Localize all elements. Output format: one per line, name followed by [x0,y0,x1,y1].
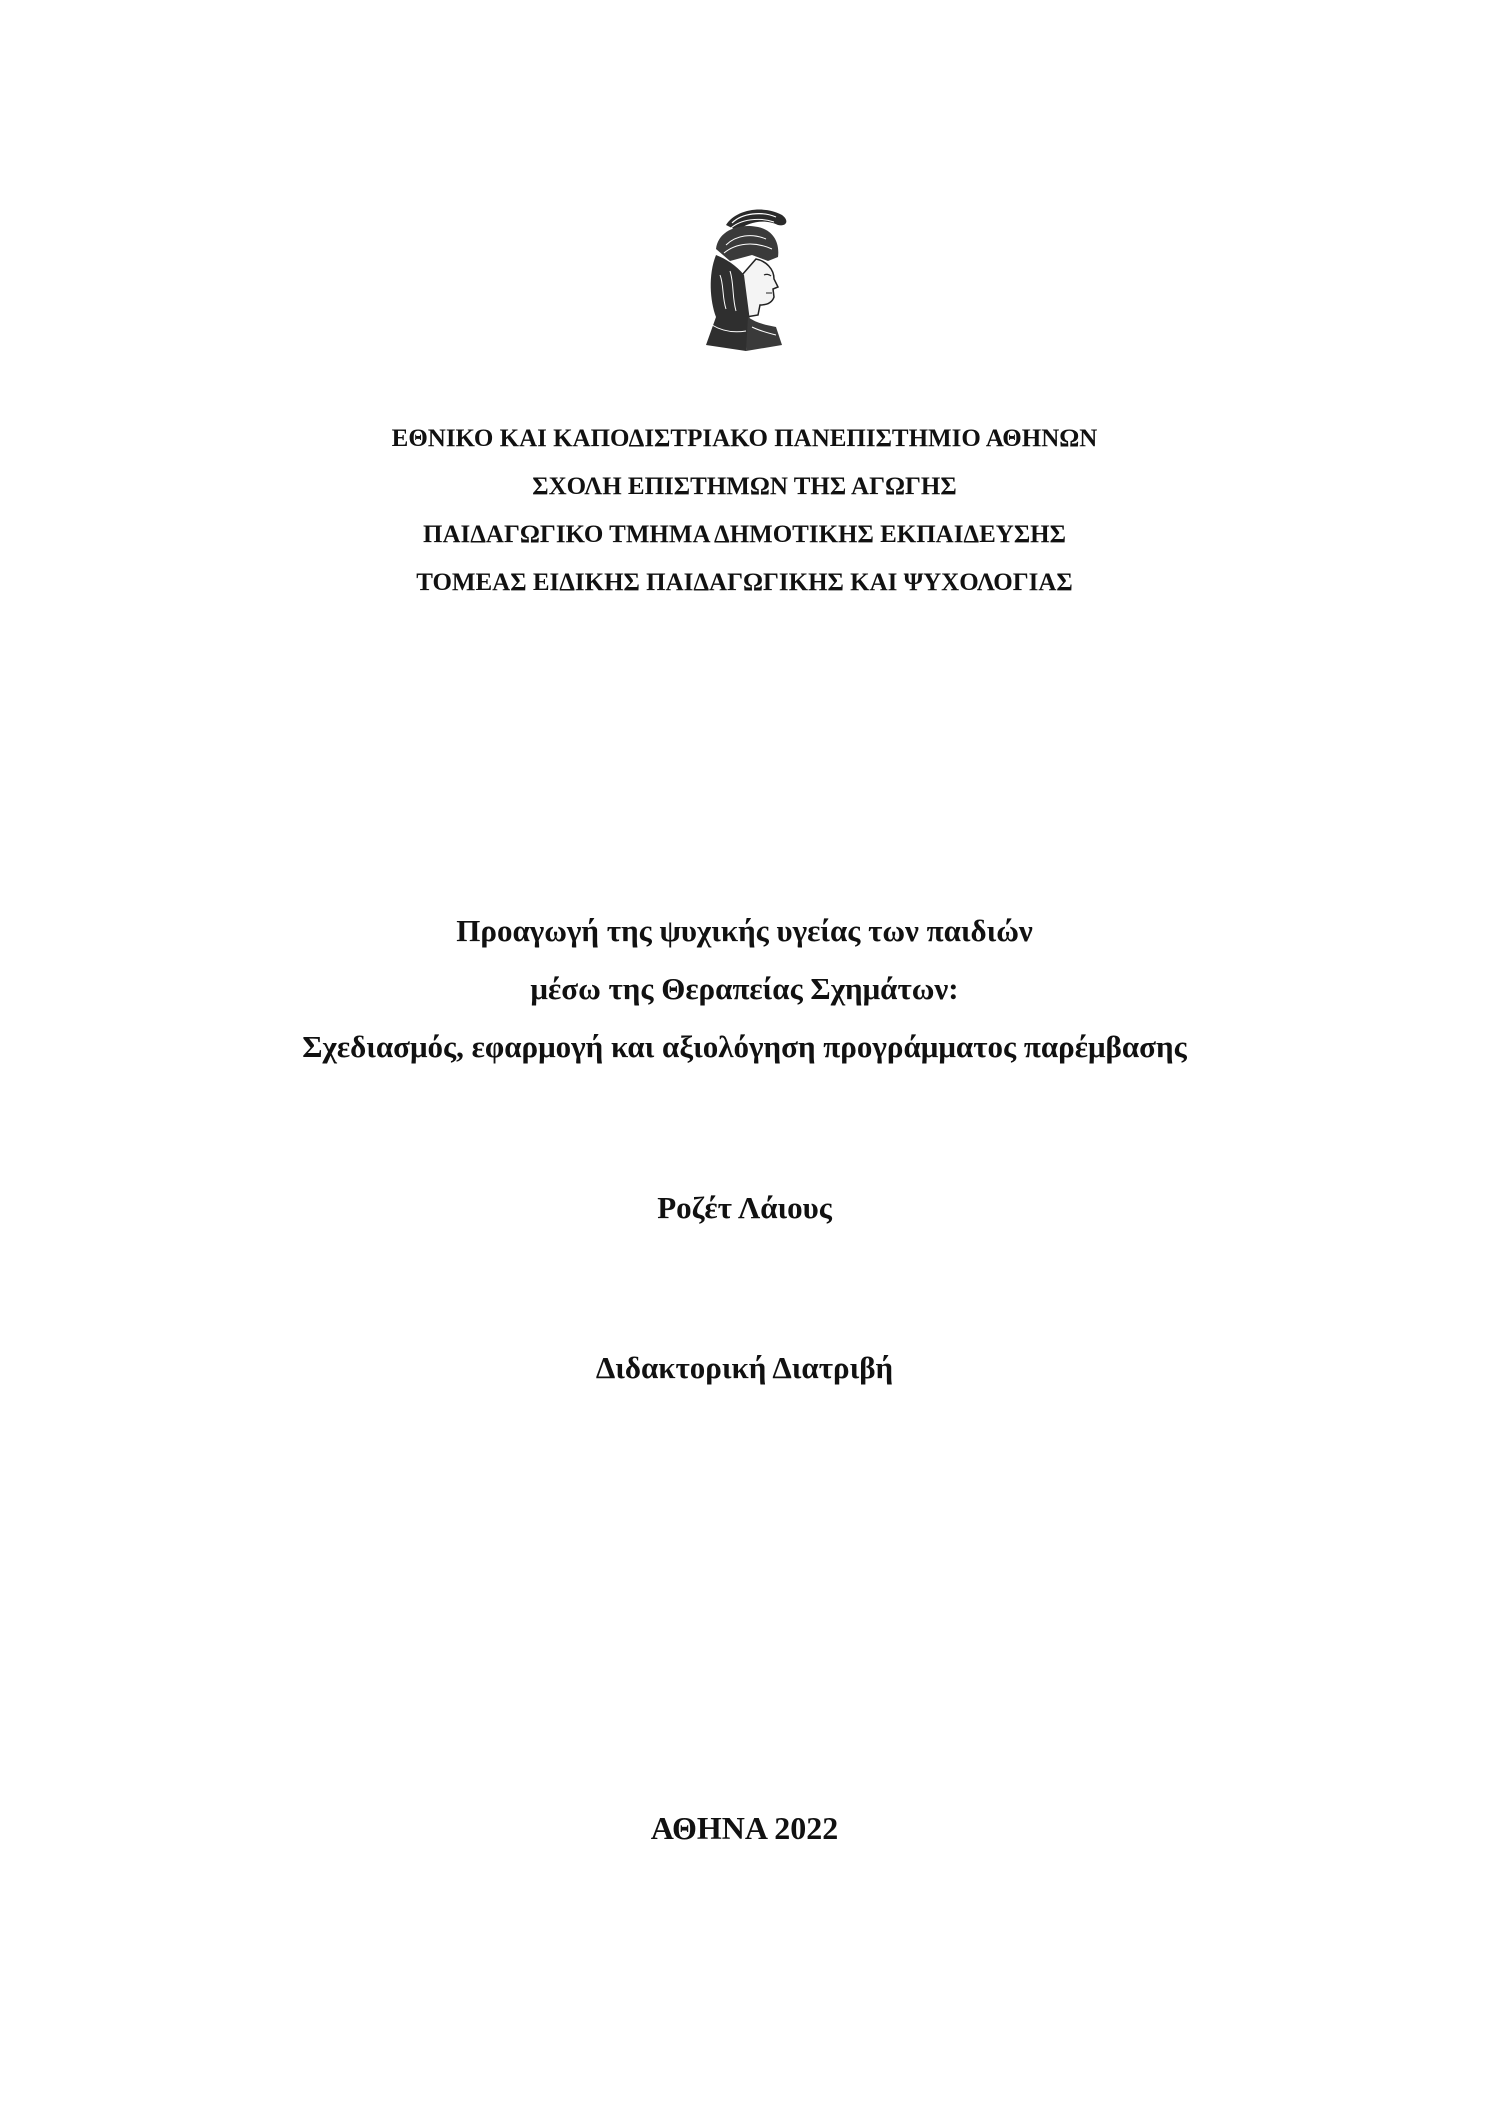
department-name: ΠΑΙΔΑΓΩΓΙΚΟ ΤΜΗΜΑ ΔΗΜΟΤΙΚΗΣ ΕΚΠΑΙΔΕΥΣΗΣ [423,521,1066,548]
place-and-year: ΑΘΗΝΑ 2022 [650,1810,839,1846]
title-line-2: μέσω της Θεραπείας Σχημάτων: [530,971,959,1006]
sector-name: ΤΟΜΕΑΣ ΕΙΔΙΚΗΣ ΠΑΙΔΑΓΩΓΙΚΗΣ ΚΑΙ ΨΥΧΟΛΟΓΙΑΣ [416,569,1073,596]
thesis-title [0,902,1489,1076]
author-name: Ροζέτ Λάιους [657,1190,832,1225]
university-name: ΕΘΝΙΚΟ ΚΑΙ ΚΑΠΟΔΙΣΤΡΙΑΚΟ ΠΑΝΕΠΙΣΤΗΜΙΟ ΑΘΗΝΩΝ [391,425,1098,452]
document-type: Διδακτορική Διατριβή [595,1350,894,1385]
title-line-3: Σχεδιασμός, εφαρμογή και αξιολόγηση προγράμματος παρέμβασης [302,1029,1187,1064]
institution-header [0,415,1489,607]
athena-head-emblem-icon [686,205,804,355]
school-name: ΣΧΟΛΗ ΕΠΙΣΤΗΜΩΝ ΤΗΣ ΑΓΩΓΗΣ [532,473,957,500]
title-line-1: Προαγωγή της ψυχικής υγείας των παιδιών [456,913,1033,948]
